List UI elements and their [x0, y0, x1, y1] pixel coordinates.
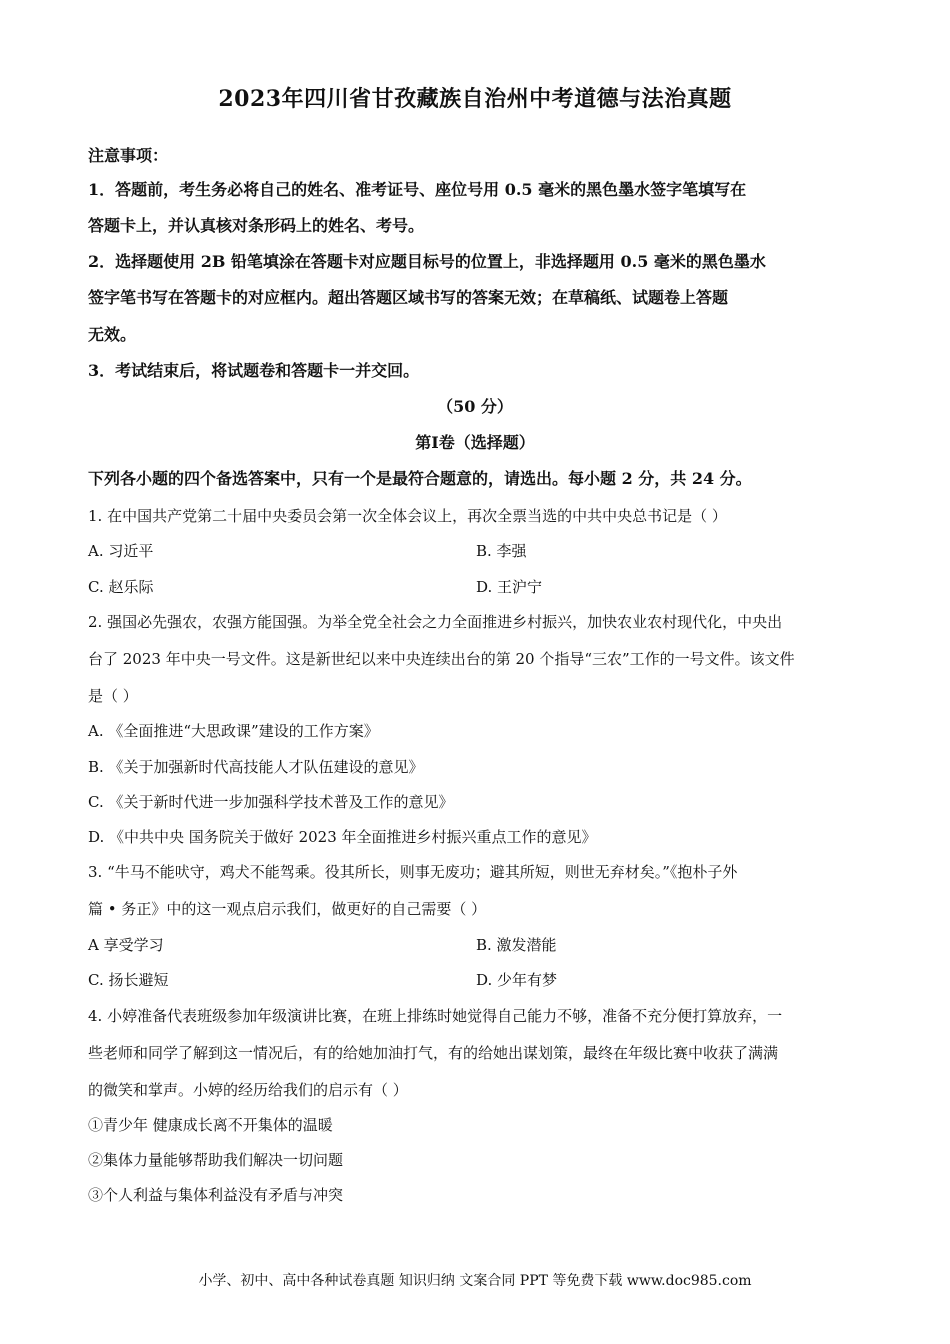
question-1-option-a: A. 习近平: [88, 542, 154, 560]
notice-item-2-line-1: 2．选择题使用 2B 铅笔填涂在答题卡对应题目标号的位置上，非选择题用 0.5 毫米的黑色墨水: [88, 252, 766, 271]
question-1-option-c: C. 赵乐际: [88, 578, 154, 596]
question-2-option-c: C. 《关于新时代进一步加强科学技术普及工作的意见》: [88, 793, 454, 811]
question-4-statement-3: ③个人利益与集体利益没有矛盾与冲突: [88, 1186, 344, 1204]
question-3-stem-line-2: 篇 • 务正》中的这一观点启示我们，做更好的自己需要（ ）: [88, 900, 487, 918]
question-3-option-a: A 享受学习: [88, 936, 164, 954]
notice-item-1-line-1: 1．答题前，考生务必将自己的姓名、准考证号、座位号用 0.5 毫米的黑色墨水签字笔填写在: [88, 180, 747, 199]
question-4-stem-line-3: 的微笑和掌声。小婷的经历给我们的启示有（ ）: [88, 1081, 408, 1099]
question-3-option-d: D. 少年有梦: [476, 971, 558, 989]
score-label: （50 分）: [437, 397, 513, 416]
notice-heading: 注意事项：: [88, 146, 169, 165]
question-3-option-c: C. 扬长避短: [88, 971, 169, 989]
question-4-stem-line-1: 4. 小婷准备代表班级参加年级演讲比赛，在班上排练时她觉得自己能力不够，准备不充分便打算放弃，一: [88, 1007, 783, 1025]
notice-item-2-line-3: 无效。: [88, 325, 137, 344]
question-4-statement-2: ②集体力量能够帮助我们解决一切问题: [88, 1151, 344, 1169]
question-2-stem-line-3: 是（ ）: [88, 687, 138, 705]
question-1-option-d: D. 王沪宁: [476, 578, 543, 596]
question-3-stem-line-1: 3. “牛马不能吠守，鸡犬不能驾乘。役其所长，则事无废功；避其所短，则世无弃材矣。”《抱朴子外: [88, 863, 738, 881]
question-2-option-a: A. 《全面推进“大思政课”建设的工作方案》: [88, 722, 379, 740]
question-2-option-d: D. 《中共中央 国务院关于做好 2023 年全面推进乡村振兴重点工作的意见》: [88, 828, 597, 846]
question-1-option-b: B. 李强: [476, 542, 527, 560]
question-2-stem-line-1: 2. 强国必先强农，农强方能国强。为举全党全社会之力全面推进乡村振兴，加快农业农村现代化，中央出: [88, 613, 783, 631]
question-3-option-b: B. 激发潜能: [476, 936, 557, 954]
question-2-option-b: B. 《关于加强新时代高技能人才队伍建设的意见》: [88, 758, 424, 776]
section-title: 第Ⅰ卷（选择题）: [415, 433, 535, 452]
question-4-stem-line-2: 些老师和同学了解到这一情况后，有的给她加油打气，有的给她出谋划策，最终在年级比赛中收获了满满: [88, 1044, 779, 1062]
section-instructions: 下列各小题的四个备选答案中，只有一个是最符合题意的，请选出。每小题 2 分，共 24 分。: [88, 469, 752, 488]
question-2-stem-line-2: 台了 2023 年中央一号文件。这是新世纪以来中央连续出台的第 20 个指导“三农”工作的一号文件。该文件: [88, 650, 795, 668]
question-4-statement-1: ①青少年 健康成长离不开集体的温暖: [88, 1116, 333, 1134]
page-footer: 小学、初中、高中各种试卷真题 知识归纳 文案合同 PPT 等免费下载 www.doc985.com: [198, 1273, 752, 1289]
notice-item-1-line-2: 答题卡上，并认真核对条形码上的姓名、考号。: [88, 216, 425, 235]
notice-item-3: 3．考试结束后，将试题卷和答题卡一并交回。: [88, 361, 420, 380]
question-1-stem: 1. 在中国共产党第二十届中央委员会第一次全体会议上，再次全票当选的中共中央总书记是（ ）: [88, 507, 727, 525]
notice-item-2-line-2: 签字笔书写在答题卡的对应框内。超出答题区域书写的答案无效；在草稿纸、试题卷上答题: [88, 288, 729, 307]
page-title: 2023年四川省甘孜藏族自治州中考道德与法治真题: [218, 86, 732, 112]
